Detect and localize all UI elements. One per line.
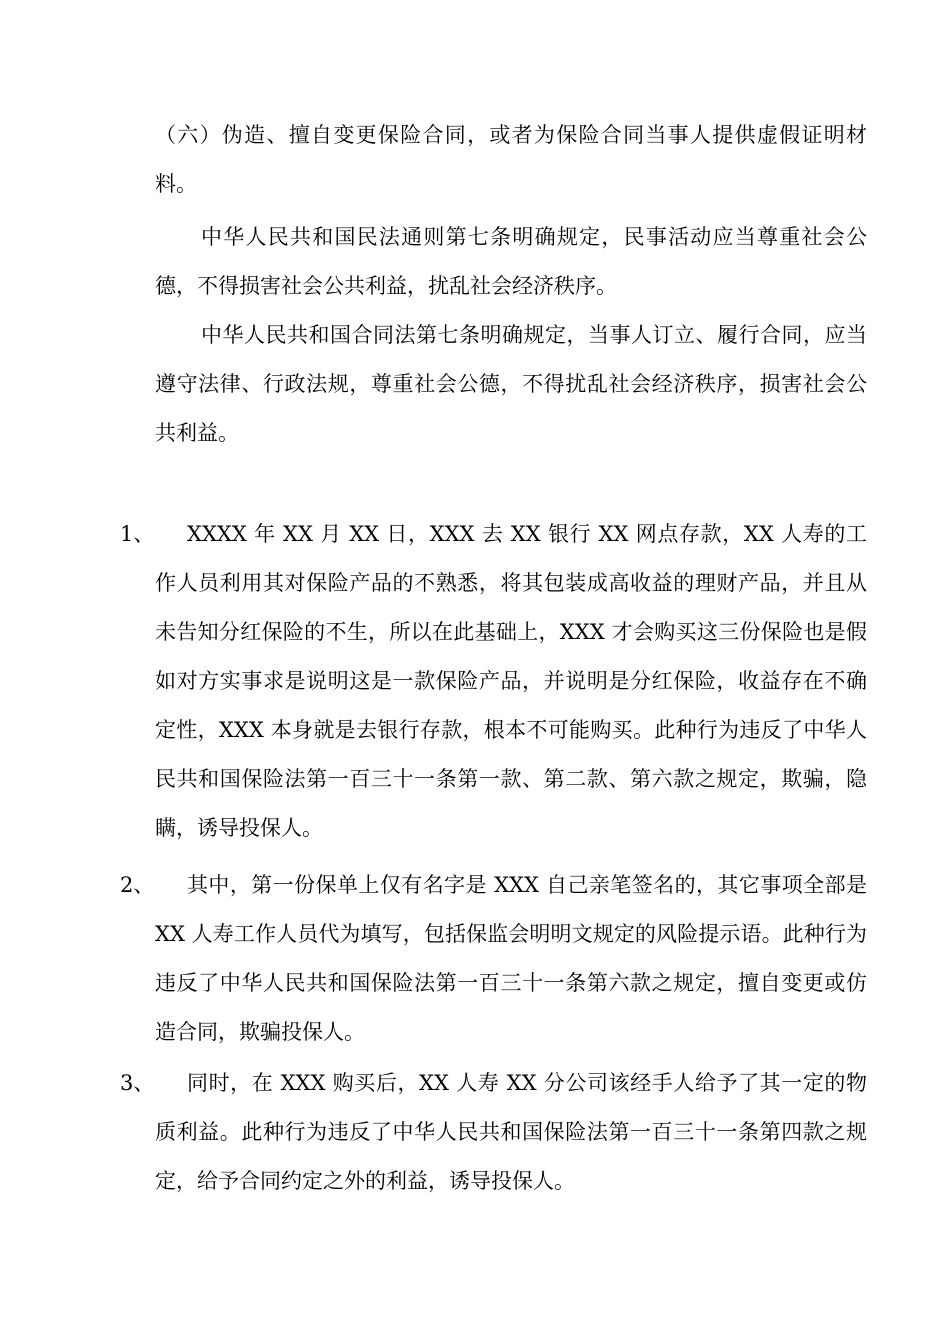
list-item [120, 510, 867, 853]
list-item-text: XXXX 年 XX 月 XX 日，XXX 去 XX 银行 XX 网点存款，XX 人寿的工作人员利用其对保险产品的不熟悉，将其包装成高收益的理财产品，并且从未告知分红保险的不生，所以在此基础上，XXX 才会购买这三份保险也是假如对方实事求是说明这是一款保险产品，并说明是分红保险，收益存在不确定性，XXX 本身就是去银行存款，根本不可能购买。此种行为违反了中华人民共和国保险法第一百三十一条第一款、第二款、第六款之规定，欺骗，隐瞒，诱导投保人。 [155, 522, 867, 840]
civil-law-paragraph: 中华人民共和国民法通则第七条明确规定，民事活动应当尊重社会公德，不得损害社会公共利益，扰乱社会经济秩序。 [155, 225, 867, 298]
list-item-text: 其中，第一份保单上仅有名字是 XXX 自己亲笔签名的，其它事项全部是 XX 人寿工作人员代为填写，包括保监会明明文规定的风险提示语。此种行为违反了中华人民共和国保险法第一百三十一条第六款之规定，擅自变更或仿造合同，欺骗投保人。 [155, 873, 867, 1044]
list-item [120, 861, 867, 1057]
list-item-number: 3、 [120, 1071, 155, 1095]
list-item-number: 1、 [120, 522, 155, 546]
clause-six-paragraph: （六）伪造、擅自变更保险合同，或者为保险合同当事人提供虚假证明材料。 [155, 123, 867, 196]
list-item-text: 同时，在 XXX 购买后，XX 人寿 XX 分公司该经手人给予了其一定的物质利益。此种行为违反了中华人民共和国保险法第一百三十一条第四款之规定，给予合同约定之外的利益，诱导投保人。 [155, 1071, 867, 1193]
list-item [120, 1059, 867, 1206]
list-item-number: 2、 [120, 873, 155, 897]
contract-law-paragraph: 中华人民共和国合同法第七条明确规定，当事人订立、履行合同，应当遵守法律、行政法规，尊重社会公德，不得扰乱社会经济秩序，损害社会公共利益。 [155, 323, 867, 445]
